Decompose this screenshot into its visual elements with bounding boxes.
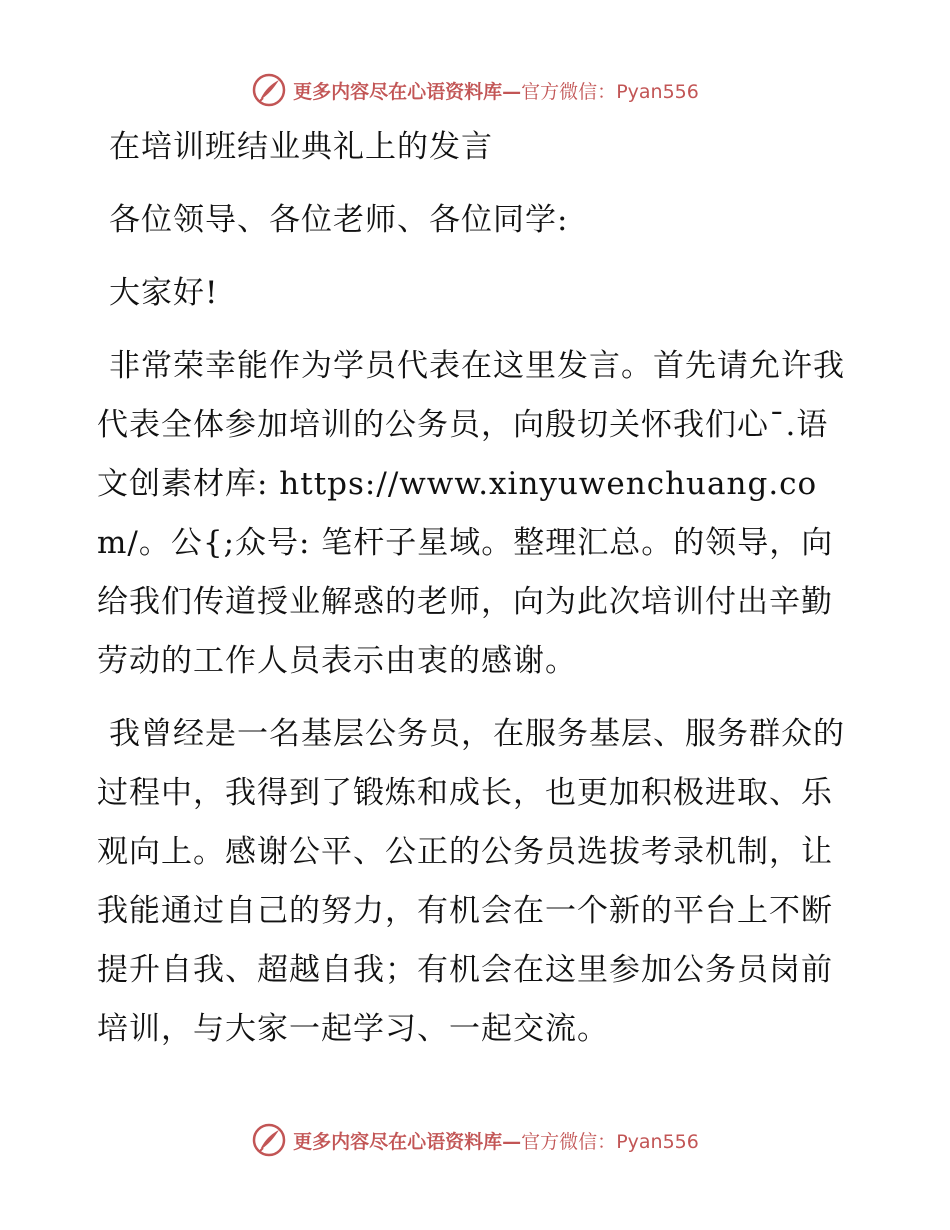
footer-wechat: Pyan556	[616, 1130, 699, 1153]
quill-logo-icon	[251, 1122, 287, 1158]
header-wechat: Pyan556	[616, 80, 699, 103]
document-body	[97, 118, 857, 1059]
footer-banner	[0, 1120, 950, 1160]
document-title: 在培训班结业典礼上的发言	[109, 129, 493, 165]
paragraph-2: 我曾经是一名基层公务员，在服务基层、服务群众的过程中，我得到了锻炼和成长，也更加积极进取、乐观向上。感谢公平、公正的公务员选拔考录机制，让我能通过自己的努力，有机会在一个新的平台上不断提升自我、超越自我；有机会在这里参加公务员岗前培训，与大家一起学习、一起交流。	[97, 716, 845, 1047]
greeting: 大家好!	[109, 275, 219, 311]
header-banner	[0, 70, 950, 110]
salutation: 各位领导、各位老师、各位同学:	[109, 202, 569, 238]
footer-label: 官方微信：	[521, 1130, 617, 1153]
footer-brand: 更多内容尽在心语资料库	[293, 1130, 503, 1153]
header-banner-text	[293, 77, 699, 104]
header-brand: 更多内容尽在心语资料库	[293, 80, 503, 103]
paragraph-1: 非常荣幸能作为学员代表在这里发言。首先请允许我代表全体参加培训的公务员，向殷切关怀我们心¯.语文创素材库: https://www.xinyuwenchuang.com/。公{;众号: 笔杆子星域。整理汇总。的领导，向给我们传道授业解惑的老师，向为此次培训付出辛勤劳动的工作人员表示由衷的感谢。	[97, 348, 845, 679]
quill-logo-icon	[251, 72, 287, 108]
footer-separator: —	[502, 1130, 522, 1153]
footer-banner-text	[293, 1127, 699, 1154]
header-separator: —	[502, 80, 522, 103]
header-label: 官方微信：	[521, 80, 617, 103]
